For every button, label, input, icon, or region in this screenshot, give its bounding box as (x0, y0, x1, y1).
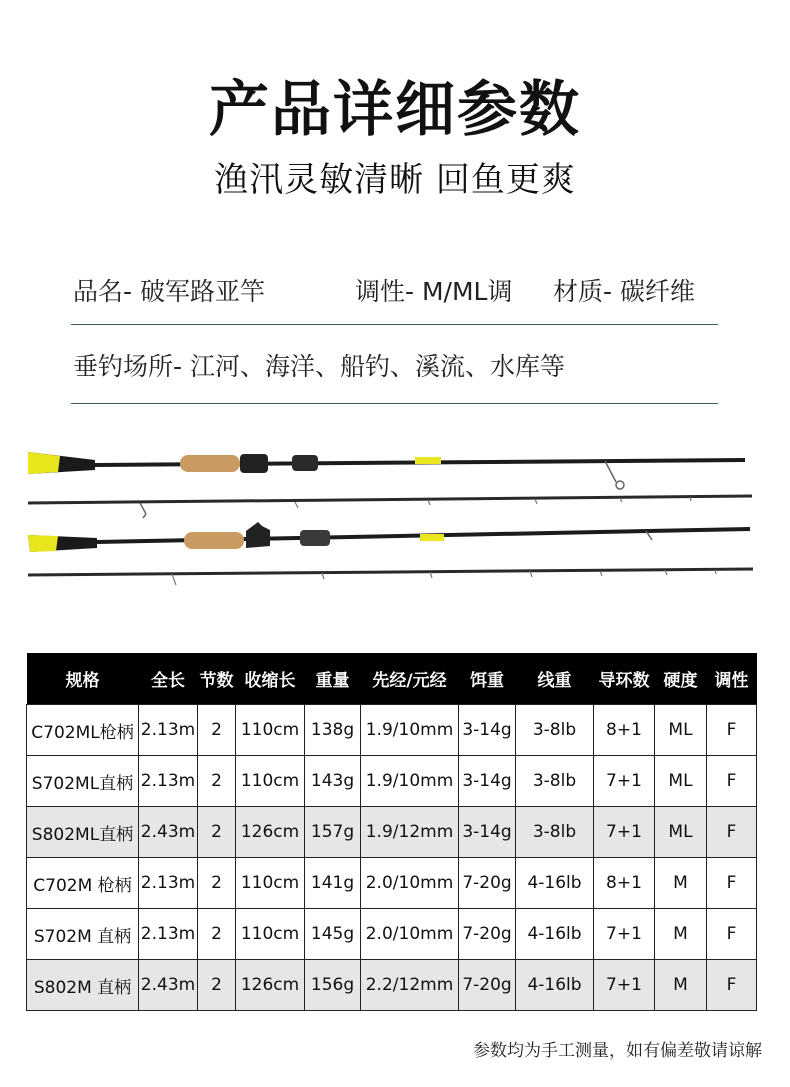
table-cell: 2 (198, 909, 236, 960)
table-cell: 4-16lb (516, 909, 594, 960)
table-cell: 145g (305, 909, 361, 960)
table-cell: 2 (198, 756, 236, 807)
table-cell: 1.9/12mm (361, 807, 459, 858)
table-cell: 3-8lb (516, 756, 594, 807)
column-header: 调性 (707, 653, 757, 705)
table-cell: M (655, 909, 707, 960)
column-header: 规格 (27, 653, 139, 705)
table-cell: 2.13m (139, 756, 198, 807)
spec-table (26, 653, 757, 1011)
table-cell: 7-20g (459, 909, 516, 960)
table-cell: 4-16lb (516, 858, 594, 909)
table-cell: 3-8lb (516, 807, 594, 858)
table-cell: 3-14g (459, 756, 516, 807)
table-cell: 7+1 (594, 960, 655, 1011)
table-cell: 2.43m (139, 960, 198, 1011)
table-cell: F (707, 756, 757, 807)
column-header: 节数 (198, 653, 236, 705)
table-cell: F (707, 909, 757, 960)
table-cell: 1.9/10mm (361, 705, 459, 756)
product-rods-illustration (0, 430, 790, 600)
table-row (27, 960, 757, 1011)
footnote: 参数均为手工测量，如有偏差敬请谅解 (473, 1041, 762, 1061)
table-cell: 3-8lb (516, 705, 594, 756)
table-cell: 1.9/10mm (361, 756, 459, 807)
table-cell: 7+1 (594, 807, 655, 858)
table-cell: 126cm (236, 960, 305, 1011)
column-header: 硬度 (655, 653, 707, 705)
table-cell: 2 (198, 960, 236, 1011)
table-row (27, 705, 757, 756)
table-cell: 2.0/10mm (361, 909, 459, 960)
table-cell: 157g (305, 807, 361, 858)
column-header: 线重 (516, 653, 594, 705)
table-cell: F (707, 705, 757, 756)
table-row (27, 756, 757, 807)
table-header-row (27, 653, 757, 705)
spec-product-name: 品名- 破军路亚竿 (73, 277, 265, 306)
page-title: 产品详细参数 (209, 75, 581, 145)
table-cell: 2.43m (139, 807, 198, 858)
column-header: 导环数 (594, 653, 655, 705)
table-cell: ML (655, 807, 707, 858)
table-cell: 7+1 (594, 909, 655, 960)
table-cell: 2.13m (139, 705, 198, 756)
table-cell: C702ML枪柄 (27, 705, 139, 756)
table-cell: 4-16lb (516, 960, 594, 1011)
table-cell: 7-20g (459, 858, 516, 909)
table-row (27, 909, 757, 960)
table-cell: S702ML直柄 (27, 756, 139, 807)
table-cell: 126cm (236, 807, 305, 858)
table-cell: 2 (198, 807, 236, 858)
column-header: 收缩长 (236, 653, 305, 705)
table-cell: S702M 直柄 (27, 909, 139, 960)
table-cell: 2 (198, 858, 236, 909)
table-cell: 8+1 (594, 705, 655, 756)
table-cell: F (707, 858, 757, 909)
table-cell: 2 (198, 705, 236, 756)
table-cell: 138g (305, 705, 361, 756)
spec-material: 材质- 碳纤维 (553, 277, 695, 306)
spinning-rod-illustration (28, 452, 745, 489)
table-cell: 110cm (236, 705, 305, 756)
spec-usage: 垂钓场所- 江河、海洋、船钓、溪流、水库等 (73, 352, 565, 381)
column-header: 先经/元经 (361, 653, 459, 705)
table-cell: F (707, 960, 757, 1011)
table-cell: 141g (305, 858, 361, 909)
table-cell: 7-20g (459, 960, 516, 1011)
table-row (27, 858, 757, 909)
divider (71, 324, 718, 325)
table-cell: 3-14g (459, 807, 516, 858)
table-cell: 110cm (236, 858, 305, 909)
table-cell: ML (655, 756, 707, 807)
table-cell: 110cm (236, 756, 305, 807)
table-cell: 110cm (236, 909, 305, 960)
table-cell: C702M 枪柄 (27, 858, 139, 909)
column-header: 全长 (139, 653, 198, 705)
casting-rod-tip-illustration (28, 569, 753, 585)
page-subtitle: 渔汛灵敏清晰 回鱼更爽 (214, 160, 576, 200)
table-cell: 7+1 (594, 756, 655, 807)
spec-action: 调性- M/ML调 (355, 277, 513, 306)
table-cell: 156g (305, 960, 361, 1011)
table-cell: 3-14g (459, 705, 516, 756)
spinning-rod-tip-illustration (28, 496, 752, 518)
divider (71, 403, 718, 404)
table-cell: 2.0/10mm (361, 858, 459, 909)
table-cell: S802M 直柄 (27, 960, 139, 1011)
table-cell: 143g (305, 756, 361, 807)
table-cell: ML (655, 705, 707, 756)
table-row (27, 807, 757, 858)
casting-rod-illustration (28, 522, 750, 552)
table-cell: M (655, 858, 707, 909)
table-cell: 2.13m (139, 858, 198, 909)
column-header: 重量 (305, 653, 361, 705)
column-header: 饵重 (459, 653, 516, 705)
table-cell: F (707, 807, 757, 858)
table-cell: 2.2/12mm (361, 960, 459, 1011)
table-cell: S802ML直柄 (27, 807, 139, 858)
table-cell: M (655, 960, 707, 1011)
table-cell: 2.13m (139, 909, 198, 960)
table-cell: 8+1 (594, 858, 655, 909)
